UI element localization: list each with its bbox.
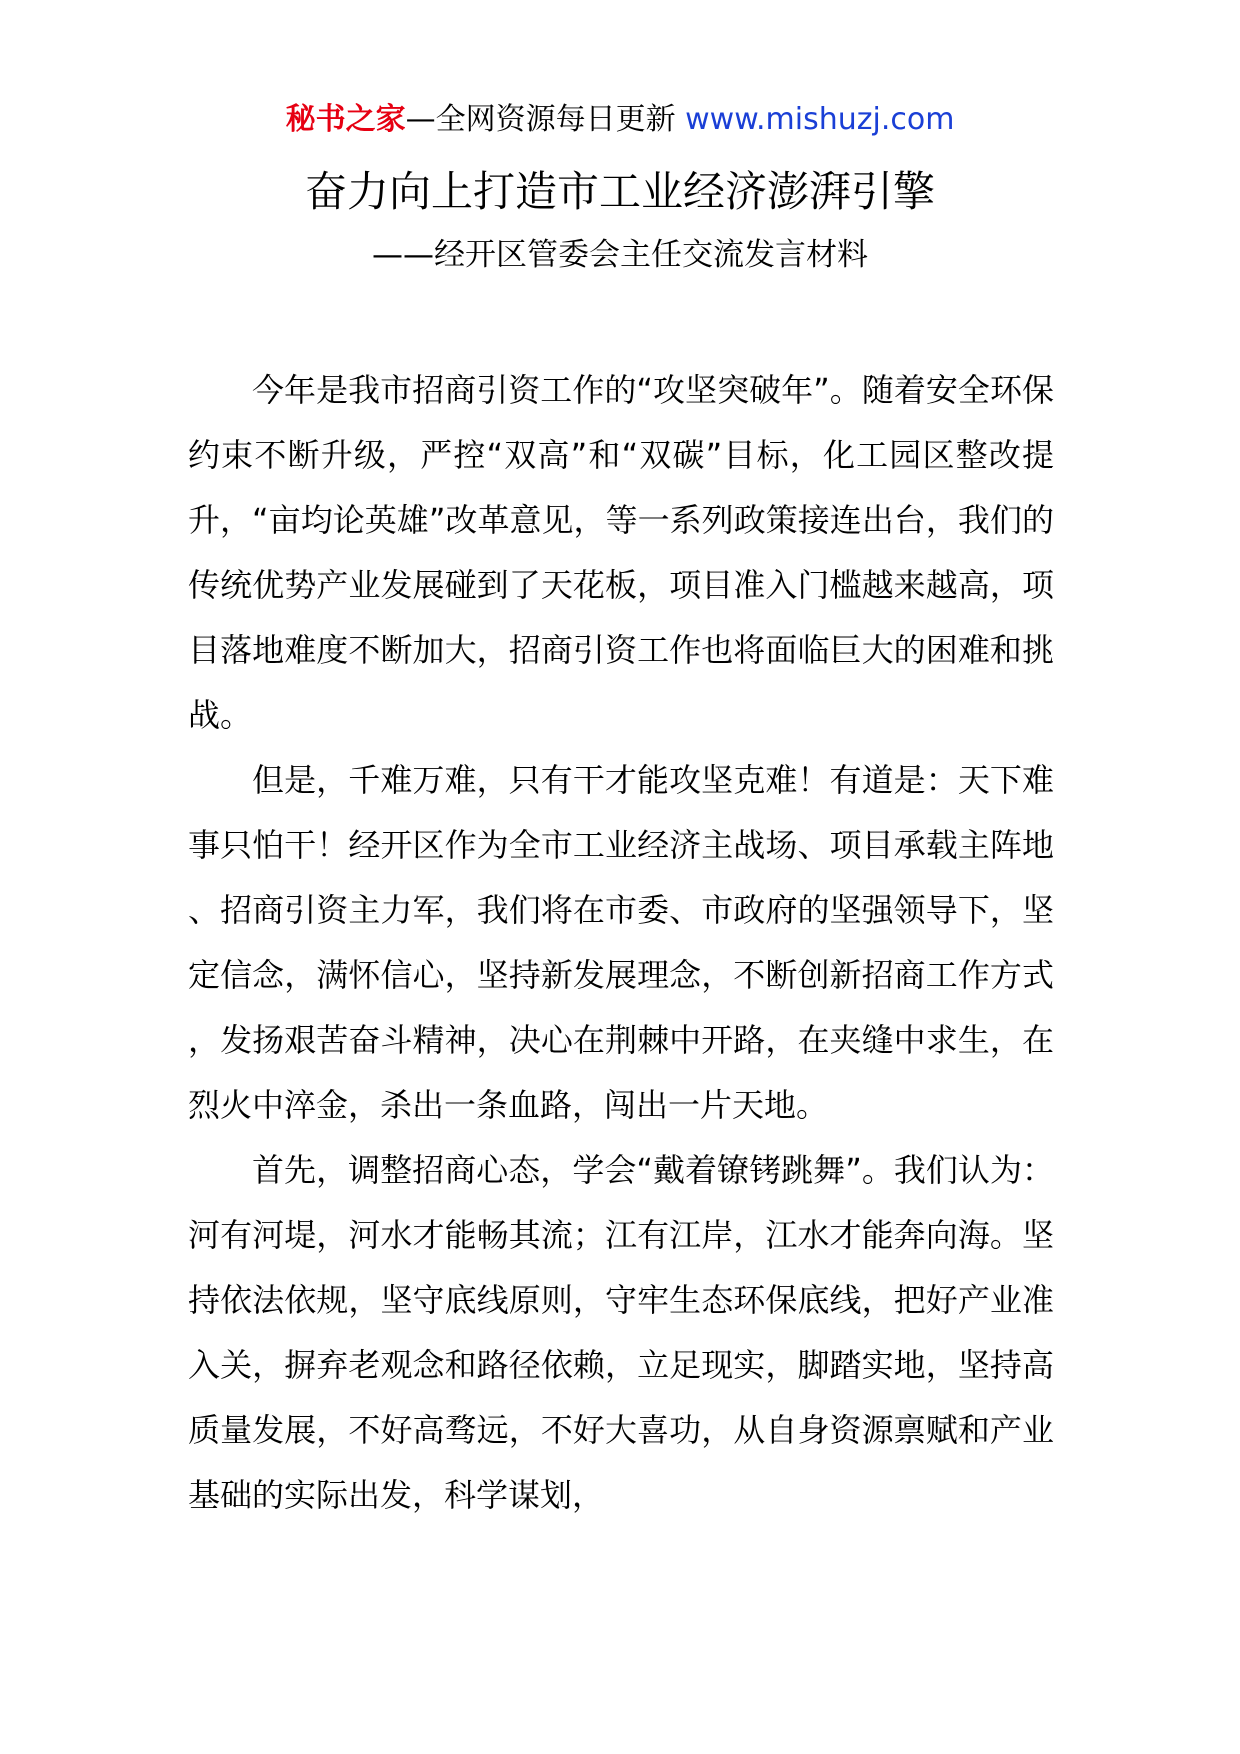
body-paragraph: 今年是我市招商引资工作的“攻坚突破年”。随着安全环保约束不断升级，严控“双高”和“双碳”目标，化工园区整改提升，“亩均论英雄”改革意见，等一系列政策接连出台，我们的传统优势产业发展碰到了天花板，项目准入门槛越来越高，项目落地难度不断加大，招商引资工作也将面临巨大的困难和挑战。 [188, 371, 1054, 734]
document-subtitle: ——经开区管委会主任交流发言材料 [372, 237, 868, 273]
brand-name: 秘书之家 [285, 102, 406, 137]
body-paragraph: 首先，调整招商心态，学会“戴着镣铐跳舞”。我们认为：河有河堤，河水才能畅其流；江有江岸，江水才能奔向海。坚持依法依规，坚守底线原则，守牢生态环保底线，把好产业准入关，摒弃老观念和路径依赖，立足现实，脚踏实地，坚持高质量发展，不好高骛远，不好大喜功，从自身资源禀赋和产业基础的实际出发，科学谋划， [188, 1151, 1054, 1514]
header-tagline: —全网资源每日更新 [405, 102, 676, 137]
site-url-link[interactable]: www.mishuzj.com [685, 102, 955, 137]
site-header [0, 98, 1240, 142]
document-title: 奋力向上打造市工业经济澎湃引擎 [304, 167, 935, 216]
document-body [188, 358, 1054, 1528]
body-paragraph: 但是，千难万难，只有干才能攻坚克难！有道是：天下难事只怕干！经开区作为全市工业经济主战场、项目承载主阵地、招商引资主力军，我们将在市委、市政府的坚强领导下，坚定信念，满怀信心，坚持新发展理念，不断创新招商工作方式，发扬艰苦奋斗精神，决心在荆棘中开路，在夹缝中求生，在烈火中淬金，杀出一条血路，闯出一片天地。 [188, 761, 1054, 1124]
